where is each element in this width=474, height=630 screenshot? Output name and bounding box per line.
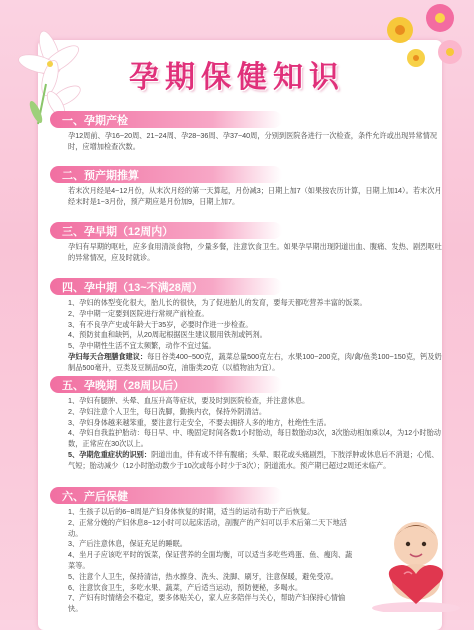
section-body [50,128,448,153]
warning-label: 5、孕期危重症状的识别： [68,449,152,459]
section-body [50,183,448,208]
warning-signs [68,450,444,472]
section-title: 二、预产期推算 [62,170,139,182]
section-body [50,295,448,374]
list-item: 5、孕中期性生活不宜太频繁，动作不宜过猛。 [68,341,216,351]
section-header [50,111,282,128]
paragraph: 孕妇有早期的呕吐，应多食用清淡食物，少量多餐，注意饮食卫生。如果孕早期出现阴道出血、腹痛、发热、剧烈呕吐的异常情况，应及时就诊。 [68,242,442,262]
list-item: 2、孕妇注意个人卫生，每日洗脚，勤换内衣，保持外阴清洁。 [68,406,267,416]
section-header [50,278,282,295]
section-due-date [50,166,448,208]
list-item: 5、注意个人卫生，保持清洁，热水擦身、洗头、洗脚、刷牙，注意保暖，避免受凉。 [68,571,338,581]
list-item: 3、产后注意休息，保证充足的睡眠。 [68,539,187,549]
section-title: 三、孕早期（12周内） [62,226,174,238]
section-header [50,487,282,504]
section-early-pregnancy [50,222,448,264]
section-body [50,239,448,264]
list-item: 2、孕中期一定要到医院进行常规产前检查。 [68,308,209,318]
list-item: 1、孕妇有腿肿、头晕、血压升高等症状，要及时到医院检查，并注意休息。 [68,396,310,405]
section-title: 五、孕晚期（28周以后） [62,380,185,392]
page-title: 孕期保健知识 [129,61,345,94]
warning-text: 阴道出血，伴有或不伴有腹痛；头晕、眼花或头痛剧烈，下肢浮肿或休息后不消退；心慌、气短；胎动减少（12小时胎动数少于10次或每小时少于3次）；阴道流水。预产期已超过2周还未临产。 [68,449,439,470]
paragraph: 若末次月经是4~12月份，从末次月经的第一天算起，月份减3；日期上加7（如果按农历计算，日期上加14）。若末次月经末时是1~3月份，预产期应是月份加9，日期上加7。 [68,186,442,206]
list-item: 2、正常分娩的产妇休息8~12小时可以起床活动，剖腹产的产妇可以手术后第二天下地活动。 [68,517,347,538]
list-item: 4、孕妇自我监护胎动：每日早、中、晚固定时间各数1小时胎动，每日数胎动3次，3次胎动相加乘以4，为12小时胎动数，正常应在30次以上。 [68,428,441,449]
section-title: 六、产后保健 [62,491,128,503]
list-item: 4、坐月子应该吃平时的饭菜，保证营养的全面均衡，可以适当多吃些鸡蛋、鱼、瘦肉、蔬菜等。 [68,550,353,570]
list-item: 4、预防贫血和缺钙，从20周起根据医生建议服用铁剂或钙剂。 [68,330,267,340]
section-prenatal-checkup [50,111,448,153]
section-title: 一、孕期产检 [62,115,128,127]
section-header [50,222,282,239]
list-item: 3、孕妇身体越来越笨重，要注意行走安全，不要去拥挤人多的地方，杜绝性生活。 [68,417,331,427]
section-late-pregnancy [50,376,448,472]
paragraph: 孕12周前、孕16~20周、21~24周、孕28~36周、孕37~40周，分别到医院各进行一次检查，条件允许或出现异常情况时，应增加检查次数。 [68,131,438,151]
list-item: 6、注意饮食卫生，多吃水果、蔬菜，产后适当运动，预防便秘，多喝水。 [68,582,303,592]
section-title: 四、孕中期（13~不满28周） [62,282,203,294]
nutrition-label: 孕妇每天合理膳食建议： [68,351,148,361]
section-header [50,166,282,183]
list-item: 7、产妇有时情绪会不稳定，要多体贴关心，家人应多陪伴与关心，帮助产妇保持心情愉快。 [68,593,346,614]
list-item: 1、生孩子以后的6~8周是产妇身体恢复的时期，适当的运动有助于产后恢复。 [68,507,315,516]
nutrition-text: 每日谷类400~500克，蔬菜总量500克左右，水果100~200克，肉/禽/鱼类100~150克，钙及奶制品500毫升，豆类及豆制品50克，油脂类20克（以植物油为宜）。 [68,351,442,372]
section-body [50,393,448,472]
section-mid-pregnancy [50,278,448,374]
list-item: 3、有不良孕产史或年龄大于35岁，必要时作进一步检查。 [68,319,253,329]
section-header [50,376,282,393]
list-item: 1、孕妇的体型变化很大，胎儿长的很快，为了促进胎儿的发育，要每天都吃营养丰富的饭菜。 [68,298,367,307]
baby-with-heart-illustration [368,512,464,612]
nutrition-advice [68,352,444,374]
